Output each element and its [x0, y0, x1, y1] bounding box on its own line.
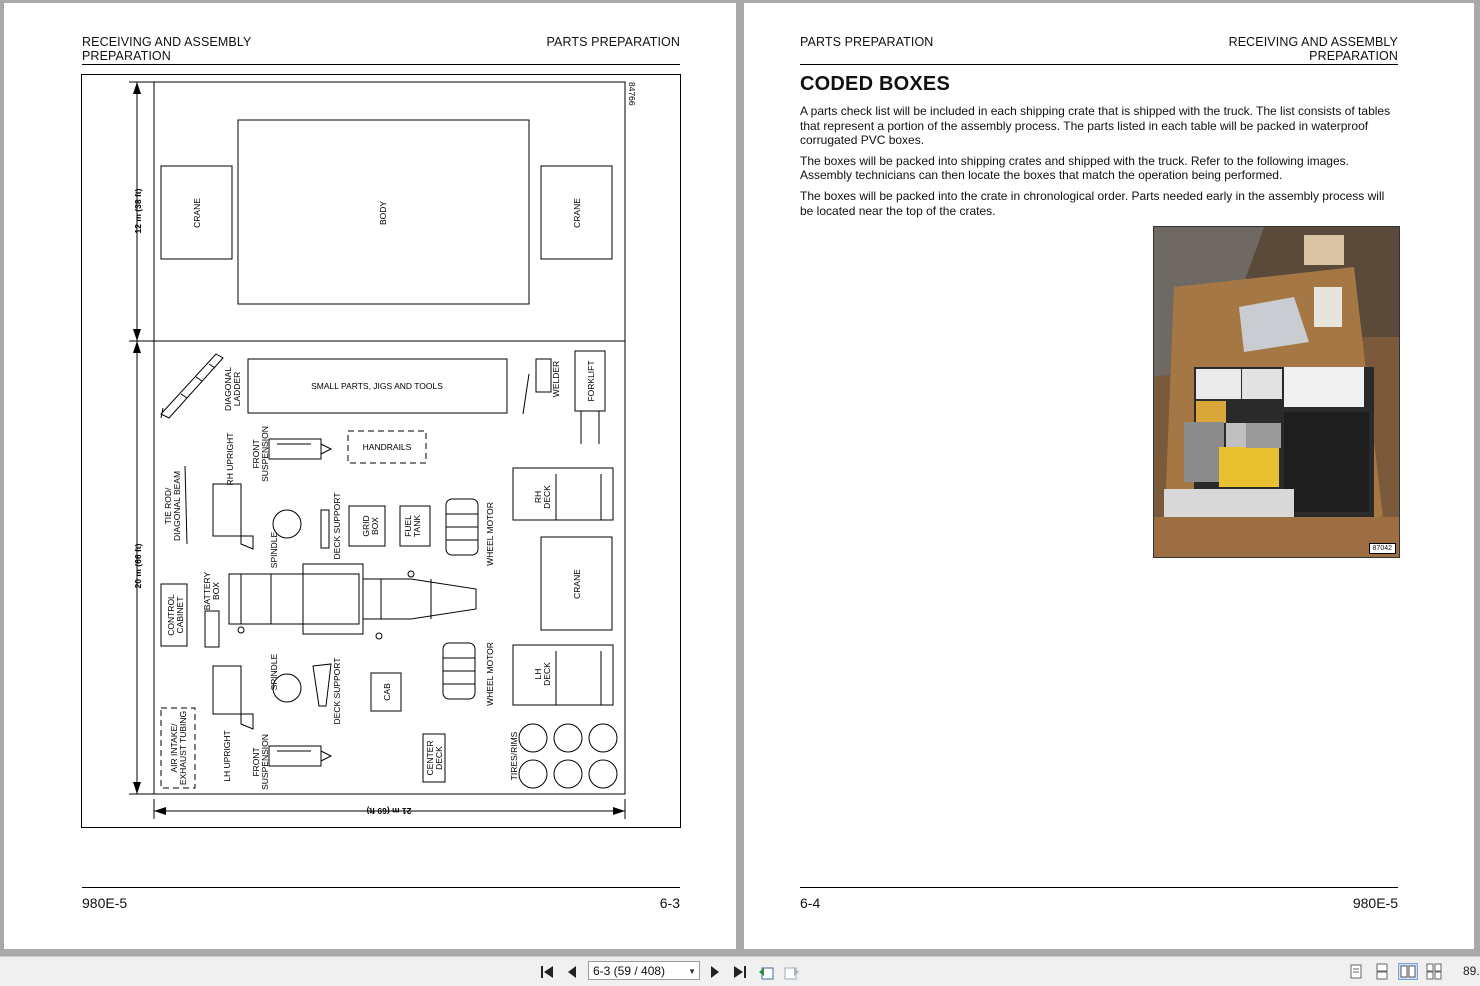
tires-rims-group — [519, 724, 617, 788]
right-header-rule — [800, 64, 1398, 65]
label-rh-deck-2: DECK — [542, 485, 552, 509]
battery-box-sketch — [205, 611, 219, 647]
label-deck-support-bottom: DECK SUPPORT — [332, 657, 342, 725]
label-lh-upright: LH UPRIGHT — [222, 730, 232, 782]
dim-width-label: 21 m (69 ft) — [366, 806, 412, 816]
tie-rod-sketch — [185, 466, 187, 544]
page-number-value: 6-3 (59 / 408) — [593, 964, 666, 978]
chevron-down-icon[interactable]: ▼ — [688, 967, 696, 976]
label-spindle-top: SPINDLE — [269, 531, 279, 569]
section-title: CODED BOXES — [800, 73, 951, 95]
front-suspension-top-sketch — [269, 439, 331, 459]
body-text — [800, 104, 1400, 224]
figure-id: 84766 — [627, 82, 637, 106]
label-rh-deck-1: RH — [533, 490, 543, 504]
left-header-rule — [82, 64, 680, 65]
top-zone — [154, 82, 625, 341]
right-header-line1: RECEIVING AND ASSEMBLY — [1228, 35, 1398, 49]
next-page-button[interactable] — [706, 963, 724, 980]
label-control-cabinet-1: CONTROL — [166, 594, 176, 636]
welder-sketch — [523, 359, 551, 414]
wheel-motor-top-sketch — [446, 499, 478, 555]
dim-top-label: 12 m (38 ft) — [133, 188, 143, 234]
right-header-title — [1229, 35, 1398, 63]
photo-figure-id: 87042 — [1369, 543, 1396, 554]
label-lh-deck-1: LH — [533, 668, 543, 680]
page-number-input[interactable] — [588, 961, 700, 980]
previous-view-button[interactable] — [757, 963, 775, 980]
paragraph-2: The boxes will be packed into shipping crates and shipped with the truck. Refer to the following images. Assembly technicians can then locate the boxes that match the operation being performed. — [800, 153, 1349, 183]
dim-bottom-label: 20 m (66 ft) — [133, 543, 143, 589]
zoom-level[interactable]: 89. — [1463, 964, 1480, 978]
crate-photo — [1153, 226, 1400, 558]
right-header-line2: PREPARATION — [1309, 49, 1398, 63]
label-small-parts: SMALL PARTS, JIGS AND TOOLS — [311, 381, 443, 391]
left-page — [4, 3, 736, 949]
truck-frame-sketch — [229, 564, 476, 639]
last-page-button[interactable] — [731, 963, 749, 980]
left-header-line2: PREPARATION — [82, 49, 171, 63]
label-rh-upright: RH UPRIGHT — [225, 432, 235, 486]
label-wheel-motor-bottom: WHEEL MOTOR — [485, 642, 495, 706]
label-tie-rod-1: TIE ROD/ — [163, 487, 173, 525]
label-crane-right: CRANE — [572, 198, 582, 228]
facing-pages-icon — [1399, 964, 1417, 979]
left-header-line1: RECEIVING AND ASSEMBLY — [82, 35, 252, 49]
deck-support-top-sketch — [321, 510, 329, 548]
label-body: BODY — [378, 200, 388, 226]
label-tie-rod-2: DIAGONAL BEAM — [172, 470, 182, 542]
single-page-icon — [1346, 963, 1366, 980]
label-crane-mid: CRANE — [572, 569, 582, 599]
left-header-section: PARTS PREPARATION — [546, 35, 680, 49]
next-view-button[interactable] — [783, 963, 801, 980]
label-battery-box-2: BOX — [211, 582, 221, 600]
right-footer-page: 6-4 — [800, 895, 821, 911]
label-center-deck-1: CENTER — [425, 740, 435, 776]
label-fuel-tank-2: TANK — [412, 514, 422, 538]
next-page-icon — [708, 965, 722, 979]
label-front-suspension-bottom-1: FRONT — [251, 747, 261, 777]
left-footer-page: 6-3 — [659, 895, 680, 911]
label-center-deck-2: DECK — [434, 746, 444, 770]
crate-photo-image — [1154, 227, 1399, 557]
right-footer-model: 980E-5 — [1352, 895, 1398, 911]
continuous-page-icon — [1372, 963, 1392, 980]
label-wheel-motor-top: WHEEL MOTOR — [485, 502, 495, 566]
label-front-suspension-bottom-2: SUSPENSION — [260, 734, 270, 790]
last-page-icon — [732, 965, 748, 979]
first-page-button[interactable] — [538, 963, 556, 980]
rh-upright-sketch — [213, 484, 253, 549]
next-view-icon — [783, 964, 801, 980]
label-crane-left: CRANE — [192, 198, 202, 228]
lh-upright-sketch — [213, 666, 253, 729]
label-grid-box-1: GRID — [361, 515, 371, 537]
label-spindle-bottom: SPINDLE — [269, 653, 279, 691]
rh-deck-sketch — [513, 468, 613, 520]
right-page — [744, 3, 1474, 949]
paragraph-1: A parts check list will be included in each shipping crate that is shipped with the truck. The list consists of tables that represent a portion of the assembly process. The parts listed in each table will be packed in waterproof corrugated PVC boxes. — [800, 104, 1391, 148]
right-header-section: PARTS PREPARATION — [800, 35, 934, 49]
previous-page-button[interactable] — [563, 963, 581, 980]
paragraph-3: The boxes will be packed into the crate in chronological order. Parts needed early in the assembly process will be located near the top of the crates. — [800, 188, 1385, 218]
label-diagonal-ladder-2: LADDER — [232, 371, 242, 407]
label-air-intake-2: EXHAUST TUBING — [178, 710, 188, 786]
wheel-motor-bottom-sketch — [443, 643, 475, 699]
facing-continuous-view-button[interactable] — [1424, 963, 1444, 980]
facing-view-button[interactable] — [1398, 963, 1418, 980]
front-suspension-bottom-sketch — [269, 746, 331, 766]
label-deck-support-top: DECK SUPPORT — [332, 492, 342, 560]
label-air-intake-1: AIR INTAKE/ — [169, 723, 179, 773]
facing-continuous-icon — [1424, 963, 1444, 980]
label-tires-rims: TIRES/RIMS — [509, 731, 519, 781]
label-battery-box-1: BATTERY — [202, 571, 212, 611]
previous-view-icon — [757, 964, 775, 980]
left-footer-rule — [82, 887, 680, 888]
label-front-suspension-top-2: SUSPENSION — [260, 426, 270, 482]
right-footer-rule — [800, 887, 1398, 888]
layout-diagram — [81, 74, 681, 829]
lh-deck-sketch — [513, 645, 613, 705]
label-front-suspension-top-1: FRONT — [251, 439, 261, 469]
continuous-view-button[interactable] — [1372, 963, 1392, 980]
single-page-view-button[interactable] — [1346, 963, 1366, 980]
bottom-toolbar — [0, 956, 1480, 986]
left-footer-model: 980E-5 — [82, 895, 128, 911]
first-page-icon — [539, 965, 555, 979]
label-forklift: FORKLIFT — [586, 360, 596, 402]
ladder-sketch — [161, 354, 223, 418]
left-header-title — [82, 35, 251, 63]
previous-page-icon — [565, 965, 579, 979]
label-welder: WELDER — [551, 360, 561, 398]
deck-support-bottom-sketch — [313, 664, 331, 706]
label-control-cabinet-2: CABINET — [175, 596, 185, 634]
label-diagonal-ladder-1: DIAGONAL — [223, 367, 233, 411]
label-grid-box-2: BOX — [370, 517, 380, 535]
label-lh-deck-2: DECK — [542, 662, 552, 686]
label-handrails: HANDRAILS — [362, 442, 412, 452]
label-cab: CAB — [382, 683, 392, 701]
label-fuel-tank-1: FUEL — [403, 515, 413, 537]
